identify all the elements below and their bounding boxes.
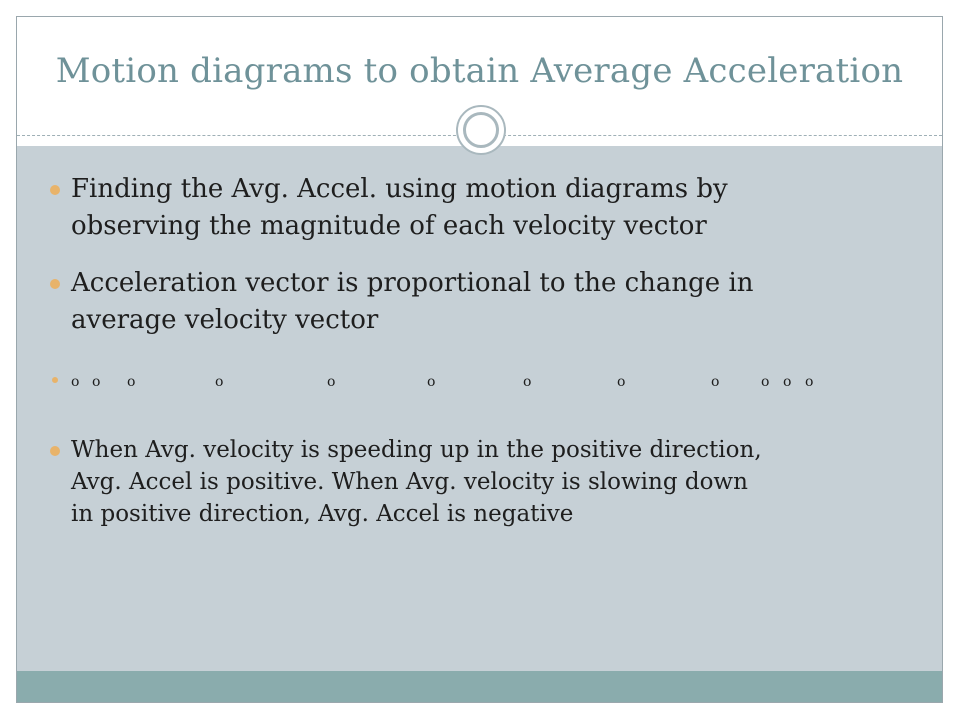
bullet-line: in positive direction, Avg. Accel is negative bbox=[71, 501, 574, 527]
bullet-line: average velocity vector bbox=[71, 305, 379, 335]
motion-marker: o bbox=[711, 374, 720, 390]
bullet-line: When Avg. velocity is speeding up in the positive direction, bbox=[71, 437, 762, 463]
motion-marker: o bbox=[783, 374, 792, 390]
bullet-line: Acceleration vector is proportional to the change in bbox=[71, 268, 754, 298]
bullet-item-finding-avg-accel bbox=[71, 171, 931, 245]
bullet-dot-icon bbox=[50, 446, 60, 456]
bullet-line: observing the magnitude of each velocity vector bbox=[71, 211, 707, 241]
motion-marker: o bbox=[92, 374, 101, 390]
motion-marker: o bbox=[805, 374, 814, 390]
motion-marker: o bbox=[71, 374, 80, 390]
bullet-dot-icon bbox=[50, 185, 60, 195]
motion-marker: o bbox=[617, 374, 626, 390]
bullet-item-acceleration-vector bbox=[71, 265, 931, 339]
slide bbox=[16, 16, 943, 703]
motion-marker: o bbox=[327, 374, 336, 390]
motion-marker: o bbox=[427, 374, 436, 390]
bullet-item-motion-diagram bbox=[71, 373, 931, 391]
bullet-line: Finding the Avg. Accel. using motion diagrams by bbox=[71, 174, 728, 204]
bullet-list bbox=[17, 17, 942, 702]
motion-diagram-row bbox=[71, 373, 871, 391]
motion-marker: o bbox=[523, 374, 532, 390]
motion-marker: o bbox=[761, 374, 770, 390]
motion-marker: o bbox=[215, 374, 224, 390]
bullet-line: Avg. Accel is positive. When Avg. velocity is slowing down bbox=[71, 469, 748, 495]
bullet-item-speeding-slowing bbox=[71, 434, 931, 530]
slide-title: Motion diagrams to obtain Average Acceleration bbox=[55, 51, 904, 91]
bullet-dot-icon bbox=[52, 377, 58, 383]
bullet-dot-icon bbox=[50, 279, 60, 289]
motion-marker: o bbox=[127, 374, 136, 390]
